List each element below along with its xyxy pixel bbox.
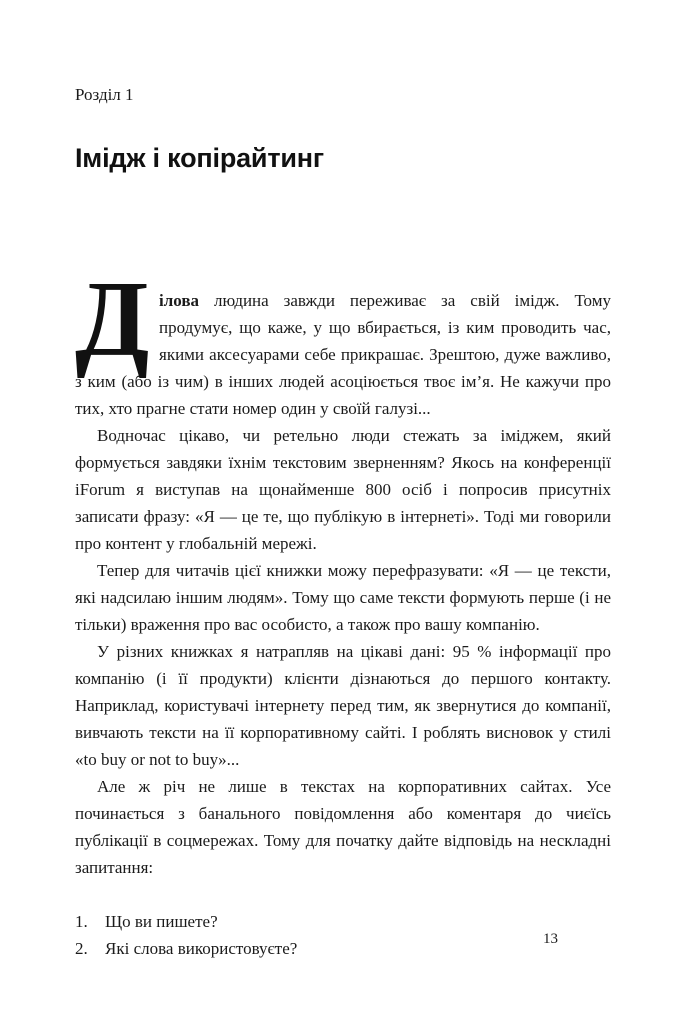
lead-word-bold: ілова [159, 291, 200, 310]
dropcap-letter: Д [75, 260, 150, 379]
chapter-title: Імідж і копірайтинг [75, 143, 324, 173]
body-text [75, 260, 611, 962]
chapter-label: Розділ 1 [75, 85, 134, 104]
paragraph: У різних книжках я натрапляв на цікаві дані: 95 % інформації про компанію (і її продукти) клієнти дізнаються до першого контакту. Наприклад, користувачі інтернету перед тим, як звернутися до компанії, вивчають тексти на її корпоративному сайті. І роблять висновок у стилі «to buy or not to buy»... [75, 642, 611, 769]
paragraph: Тепер для читачів цієї книжки можу перефразувати: «Я — це тексти, які надсилаю іншим людям». Тому що саме тексти формують перше (і не тільки) враження про вас особисто, а також про вашу компанію. [75, 561, 611, 634]
lead-text: людина завжди переживає за свій імідж. Тому продумує, що каже, у що вбирається, із ким проводить час, якими аксесуарами себе прикрашає. Зрештою, дуже важливо, з ким (або із чим) в інших людей асоціюється твоє ім’я. Не кажучи про тих, хто прагне стати номер один у своїй галузі... [75, 291, 611, 418]
list-number: 2. [75, 939, 88, 958]
paragraph: Водночас цікаво, чи ретельно люди стежать за іміджем, який формується завдяки їхнім текстовим зверненням? Якось на конференції iForum я виступав на щонайменше 800 осіб і попросив присутніх записати фразу: «Я — це те, що публікую в інтернеті». Тоді ми говорили про контент у глобальній мережі. [75, 426, 611, 553]
paragraph: Але ж річ не лише в текстах на корпоративних сайтах. Усе починається з банального повідомлення або коментаря до чиєїсь публікації в соцмережах. Тому для початку дайте відповідь на нескладні запитання: [75, 777, 611, 877]
page-content [75, 85, 611, 962]
question-list [75, 908, 611, 962]
paragraph-lead [75, 260, 611, 422]
list-number: 1. [75, 912, 88, 931]
list-item [75, 908, 611, 935]
list-text: Які слова використовуєте? [105, 939, 298, 958]
list-text: Що ви пишете? [105, 912, 218, 931]
page-number: 13 [543, 931, 558, 947]
list-item [75, 935, 611, 962]
